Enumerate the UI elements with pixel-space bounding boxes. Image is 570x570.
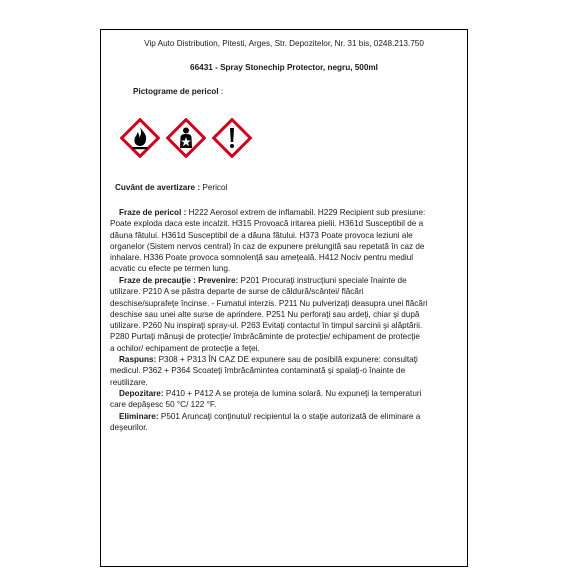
health-hazard-icon — [166, 118, 206, 158]
flame-icon — [120, 118, 160, 158]
hazard-statements: Fraze de pericol : H222 Aerosol extrem de inflamabil. H229 Recipient sub presiune: Poate exploda daca este incalzit. H315 Provoacă iritarea pielii. H361d Susceptibil de a dăuna fătului. H361d Susceptibil de a dăuna fătului. H373 Poate provoca leziuni ale organelor (Sistem nervos central) în caz de expunere prelungită sau repetată în caz de inhalare. H336 Poate provoca somnolenţă sau ameţeală. H412 Nociv pentru mediul acvatic cu efecte pe termen lung. — [110, 208, 426, 274]
disposal-statements: Eliminare: P501 Aruncaţi conţinutul/ recipientul la o staţie autorizată de eliminare a deşeurilor. — [110, 411, 421, 432]
product-title: 66431 - Spray Stonechip Protector, negru, 500ml — [190, 63, 378, 72]
prevention-statements: Fraze de precauţie : Prevenire: P201 Procuraţi instrucţiuni speciale înainte de utilizare. P210 A se păstra departe de surse de căldură/scântei/ flăcări deschise/suprafeţe încinse. - Fumatul interzis. P211 Nu pulverizaţi deasupra unei flăcări deschise sau unei alte surse de aprindere. P251 Nu perforaţi sau ardeţi, chiar şi după utilizare. P260 Nu inspiraţi spray-ul. P263 Evitaţi contactul în timpul sarcinii şi alăptării. P280 Purtaţi mănuşi de protecţie/ îmbrăcăminte de protecţie/ echipament de protecţie a ochilor/ echipament de protecţie a feţei. — [110, 276, 428, 353]
signal-word: Cuvânt de avertizare : Pericol — [115, 183, 228, 192]
storage-statements: Depozitare: P410 + P412 A se proteja de lumina solară. Nu expuneţi la temperaturi care depăşesc 50 °C/ 122 °F. — [110, 388, 422, 410]
precautionary-statements — [110, 275, 460, 433]
pictograms-label: Pictograme de pericol : — [133, 87, 224, 96]
company-info: Vip Auto Distribution, Pitesti, Arges, Str. Depozitelor, Nr. 31 bis, 0248.213.750 — [144, 39, 424, 48]
response-statements: Raspuns: P308 + P313 ÎN CAZ DE expunere sau de posibilă expunere: consultaţi medicul. P362 + P364 Scoateţi îmbrăcămintea contaminată şi spalaţi-o înainte de reutilizare. — [110, 355, 418, 387]
exclamation-mark-icon — [212, 118, 252, 158]
label-sheet — [100, 29, 468, 567]
